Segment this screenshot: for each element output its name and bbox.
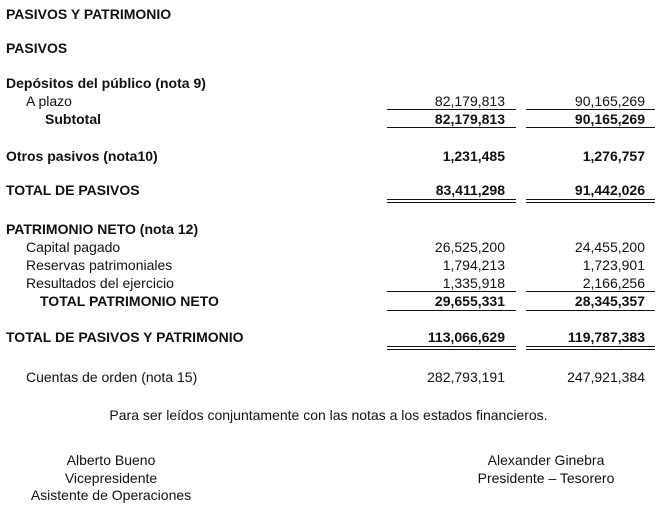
a-plazo-label: A plazo [26,93,72,109]
otros-pasivos-value-col1: 1,231,485 [442,148,505,164]
total-patrimonio-value-col2: 28,345,357 [574,293,645,309]
section-title: PASIVOS Y PATRIMONIO [6,6,172,22]
rule-col1 [387,109,516,110]
subsection-title: PASIVOS [6,40,68,56]
capital-pagado-label: Capital pagado [26,239,121,255]
a-plazo-value-col1: 82,179,813 [434,93,505,109]
total-pasivos-label: TOTAL DE PASIVOS [6,182,140,198]
signature-left-title: Vicepresidente [64,470,158,486]
cuentas-orden-value-col2: 247,921,384 [567,369,645,385]
double-rule-col1-top [387,199,516,200]
reservas-label: Reservas patrimoniales [26,257,173,273]
total-patrimonio-label: TOTAL PATRIMONIO NETO [40,293,219,309]
cuentas-orden-label: Cuentas de orden (nota 15) [26,369,198,385]
rule-col2 [526,109,655,110]
resultados-value-col1: 1,335,918 [442,275,505,291]
double-rule-col1-bottom [387,202,516,203]
resultados-label: Resultados del ejercicio [26,275,174,291]
rule-col2 [526,127,655,128]
reservas-value-col2: 1,723,901 [582,257,645,273]
footnote: Para ser leídos conjuntamente con las notas a los estados financieros. [109,407,548,423]
a-plazo-value-col2: 90,165,269 [574,93,645,109]
resultados-value-col2: 2,166,256 [582,275,645,291]
double-rule-col1-bottom [387,349,516,350]
total-patrimonio-value-col1: 29,655,331 [434,293,505,309]
signature-left-name: Alberto Bueno [66,452,156,468]
double-rule-col2-top [526,199,655,200]
double-rule-col1-top [387,346,516,347]
rule-col1 [387,291,516,292]
capital-pagado-value-col1: 26,525,200 [434,239,505,255]
otros-pasivos-value-col2: 1,276,757 [582,148,645,164]
depositos-heading: Depósitos del público (nota 9) [6,75,206,91]
signature-left-title-2: Asistente de Operaciones [30,487,192,503]
total-pasivos-value-col2: 91,442,026 [574,182,645,198]
total-pasivos-value-col1: 83,411,298 [435,182,505,198]
double-rule-col2-top [526,346,655,347]
double-rule-col2-bottom [526,349,655,350]
signature-right-title: Presidente – Tesorero [477,470,615,486]
rule-col2 [526,291,655,292]
subtotal-label: Subtotal [45,111,101,127]
total-pasivos-patrimonio-value-col1: 113,066,629 [427,329,505,345]
rule-col1 [387,310,516,311]
signature-right-name: Alexander Ginebra [487,452,605,468]
total-pasivos-patrimonio-label: TOTAL DE PASIVOS Y PATRIMONIO [6,329,244,345]
rule-col1 [387,127,516,128]
capital-pagado-value-col2: 24,455,200 [574,239,645,255]
otros-pasivos-label: Otros pasivos (nota10) [6,148,158,164]
total-pasivos-patrimonio-value-col2: 119,787,383 [567,329,645,345]
patrimonio-heading: PATRIMONIO NETO (nota 12) [6,221,199,237]
cuentas-orden-value-col1: 282,793,191 [427,369,505,385]
subtotal-value-col1: 82,179,813 [434,111,505,127]
rule-col2 [526,310,655,311]
subtotal-value-col2: 90,165,269 [574,111,645,127]
reservas-value-col1: 1,794,213 [442,257,505,273]
double-rule-col2-bottom [526,202,655,203]
